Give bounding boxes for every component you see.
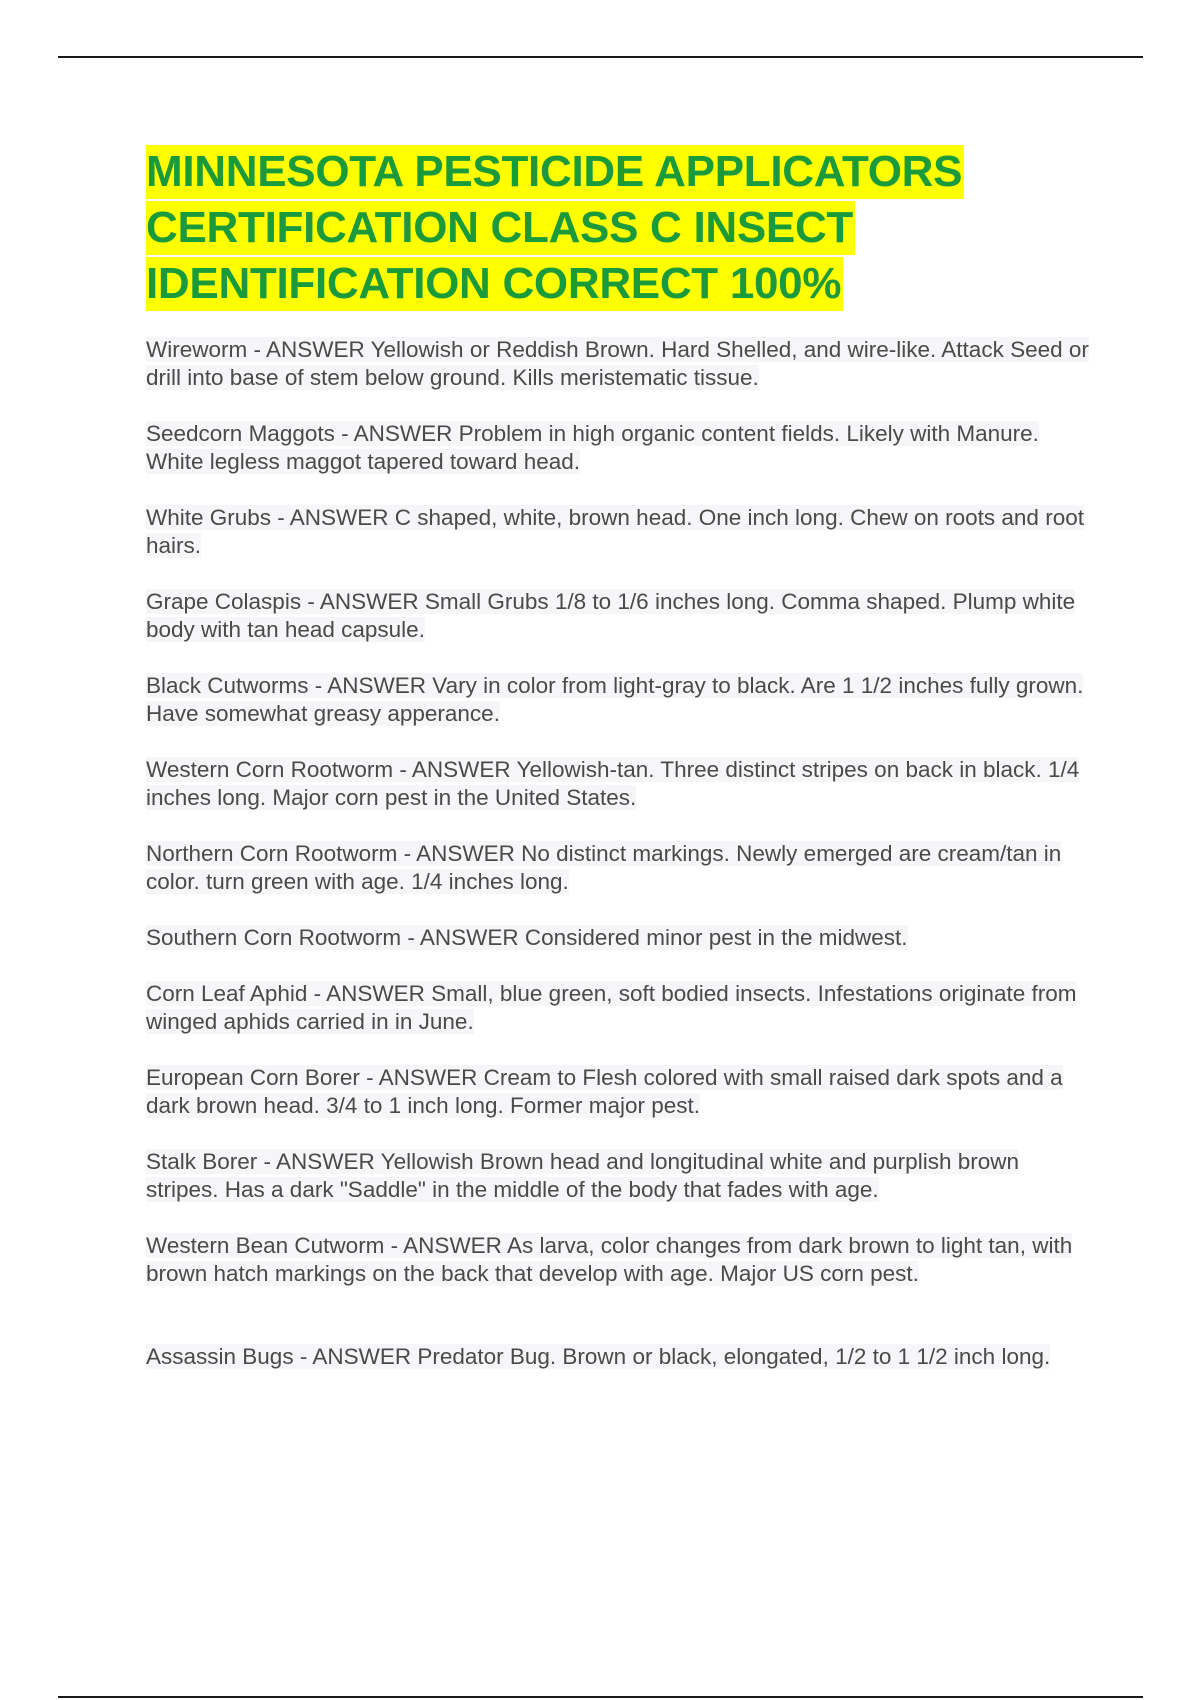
entry-western-bean-cutworm bbox=[146, 1232, 1096, 1288]
entry-text: European Corn Borer - ANSWER Cream to Flesh colored with small raised dark spots and a dark brown head. 3/4 to 1 inch long. Former major pest. bbox=[146, 1065, 1063, 1118]
top-rule bbox=[58, 56, 1143, 58]
entry-wireworm bbox=[146, 336, 1096, 392]
entry-text: Southern Corn Rootworm - ANSWER Considered minor pest in the midwest. bbox=[146, 925, 908, 950]
entry-text: Seedcorn Maggots - ANSWER Problem in high organic content fields. Likely with Manure. White legless maggot tapered toward head. bbox=[146, 421, 1039, 474]
entry-text: Corn Leaf Aphid - ANSWER Small, blue green, soft bodied insects. Infestations originate from winged aphids carried in in June. bbox=[146, 981, 1077, 1034]
entry-text: Western Bean Cutworm - ANSWER As larva, color changes from dark brown to light tan, with brown hatch markings on the back that develop with age. Major US corn pest. bbox=[146, 1233, 1073, 1286]
entry-text: Assassin Bugs - ANSWER Predator Bug. Brown or black, elongated, 1/2 to 1 1/2 inch long. bbox=[146, 1344, 1051, 1369]
entry-western-corn-rootworm bbox=[146, 756, 1096, 812]
entry-text: White Grubs - ANSWER C shaped, white, brown head. One inch long. Chew on roots and root hairs. bbox=[146, 505, 1084, 558]
title-highlight: MINNESOTA PESTICIDE APPLICATORS CERTIFICATION CLASS C INSECT IDENTIFICATION CORRECT 100% bbox=[146, 145, 964, 311]
entry-text: Wireworm - ANSWER Yellowish or Reddish Brown. Hard Shelled, and wire-like. Attack Seed or drill into base of stem below ground. Kills meristematic tissue. bbox=[146, 337, 1089, 390]
entry-corn-leaf-aphid bbox=[146, 980, 1096, 1036]
entry-black-cutworms bbox=[146, 672, 1096, 728]
entry-text: Stalk Borer - ANSWER Yellowish Brown head and longitudinal white and purplish brown stripes. Has a dark "Saddle" in the middle of the body that fades with age. bbox=[146, 1149, 1019, 1202]
entry-text: Black Cutworms - ANSWER Vary in color from light-gray to black. Are 1 1/2 inches fully grown. Have somewhat greasy apperance. bbox=[146, 673, 1084, 726]
entry-northern-corn-rootworm bbox=[146, 840, 1096, 896]
entry-southern-corn-rootworm bbox=[146, 924, 1096, 952]
entry-white-grubs bbox=[146, 504, 1096, 560]
entry-text: Northern Corn Rootworm - ANSWER No distinct markings. Newly emerged are cream/tan in color. turn green with age. 1/4 inches long. bbox=[146, 841, 1062, 894]
entry-stalk-borer bbox=[146, 1148, 1096, 1204]
document-body bbox=[146, 144, 1096, 1371]
document-title bbox=[146, 144, 1096, 312]
entry-assassin-bugs bbox=[146, 1343, 1096, 1371]
entry-text: Grape Colaspis - ANSWER Small Grubs 1/8 to 1/6 inches long. Comma shaped. Plump white body with tan head capsule. bbox=[146, 589, 1076, 642]
entry-grape-colaspis bbox=[146, 588, 1096, 644]
entry-text: Western Corn Rootworm - ANSWER Yellowish-tan. Three distinct stripes on back in black. 1/4 inches long. Major corn pest in the United States. bbox=[146, 757, 1080, 810]
bottom-rule bbox=[58, 1696, 1143, 1698]
entry-european-corn-borer bbox=[146, 1064, 1096, 1120]
entry-seedcorn-maggots bbox=[146, 420, 1096, 476]
